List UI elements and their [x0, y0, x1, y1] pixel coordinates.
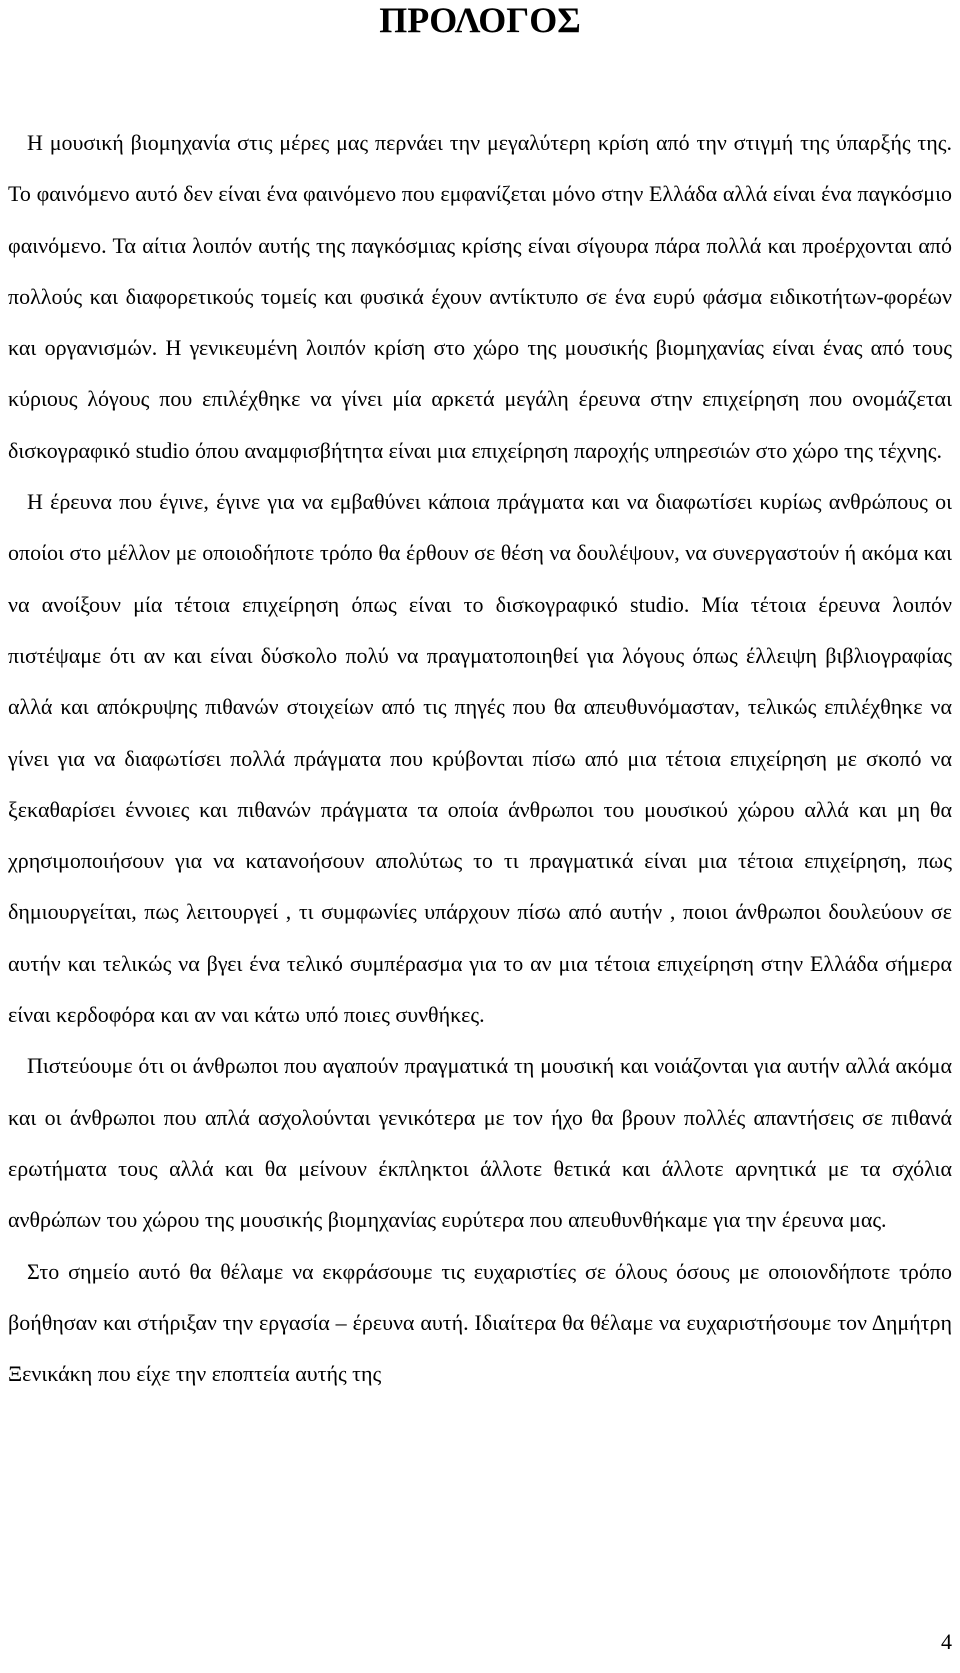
page-title: ΠΡΟΛΟΓΟΣ — [379, 0, 581, 40]
page-number: 4 — [941, 1629, 952, 1654]
paragraph-research: Η έρευνα που έγινε, έγινε για να εμβαθύνει κάποια πράγματα και να διαφωτίσει κυρίως ανθρώπους οι οποίοι στο μέλλον με οποιοδήποτε τρόπο θα έρθουν σε θέση να δουλέψουν, να συνεργαστούν ή ακόμα και να ανοίξουν μία τέτοια επιχείρηση όπως είναι το δισκογραφικό studio. Μία τέτοια έρευνα λοιπόν πιστέψαμε ότι αν και είναι δύσκολο πολύ να πραγματοποιηθεί για λόγους όπως έλλειψη βιβλιογραφίας αλλά και απόκρυψης πιθανών στοιχείων από τις πηγές που θα απευθυνόμασταν, τελικώς επιλέχθηκε να γίνει για να διαφωτίσει πολλά πράγματα που κρύβονται πίσω από μια τέτοια επιχείρηση με σκοπό να ξεκαθαρίσει έννοιες και πιθανών πράγματα τα οποία άνθρωποι του μουσικού χώρου αλλά και μη θα χρησιμοποιήσουν για να κατανοήσουν απολύτως το τι πραγματικά είναι μια τέτοια επιχείρηση, πως δημιουργείται, πως λειτουργεί , τι συμφωνίες υπάρχουν πίσω από αυτήν , ποιοι άνθρωποι δουλεύουν σε αυτήν και τελικώς να βγει ένα τελικό συμπέρασμα για το αν μια τέτοια επιχείρηση στην Ελλάδα σήμερα είναι κερδοφόρα και αν ναι κάτω υπό ποιες συνθήκες. — [8, 489, 952, 1028]
paragraph-beliefs: Πιστεύουμε ότι οι άνθρωποι που αγαπούν πραγματικά τη μουσική και νοιάζονται για αυτήν αλλά ακόμα και οι άνθρωποι που απλά ασχολούνται γενικότερα με τον ήχο θα βρουν πολλές απαντήσεις σε πιθανά ερωτήματα τους αλλά και θα μείνουν έκπληκτοι άλλοτε θετικά και άλλοτε αρνητικά με τα σχόλια ανθρώπων του χώρου της μουσικής βιομηχανίας ευρύτερα που απευθυνθήκαμε για την έρευνα μας. — [8, 1053, 952, 1233]
document-body — [8, 117, 952, 1399]
paragraph-intro: Η μουσική βιομηχανία στις μέρες μας περνάει την μεγαλύτερη κρίση από την στιγμή της ύπαρξής της. Το φαινόμενο αυτό δεν είναι ένα φαινόμενο που εμφανίζεται μόνο στην Ελλάδα αλλά είναι ένα παγκόσμιο φαινόμενο. Τα αίτια λοιπόν αυτής της παγκόσμιας κρίσης είναι σίγουρα πάρα πολλά και προέρχονται από πολλούς και διαφορετικούς τομείς και φυσικά έχουν αντίκτυπο σε ένα ευρύ φάσμα ειδικοτήτων-φορέων και οργανισμών. Η γενικευμένη λοιπόν κρίση στο χώρο της μουσικής βιομηχανίας είναι ένας από τους κύριους λόγους που επιλέχθηκε να γίνει μία αρκετά μεγάλη έρευνα στην επιχείρηση που ονομάζεται δισκογραφικό studio όπου αναμφισβήτητα είναι μια επιχείρηση παροχής υπηρεσιών στο χώρο της τέχνης. — [8, 130, 952, 463]
paragraph-acknowledgements: Στο σημείο αυτό θα θέλαμε να εκφράσουμε τις ευχαριστίες σε όλους όσους με οποιονδήποτε τρόπο βοήθησαν και στήριξαν την εργασία – έρευνα αυτή. Ιδιαίτερα θα θέλαμε να ευχαριστήσουμε τον Δημήτρη Ξενικάκη που είχε την εποπτεία αυτής της — [8, 1258, 952, 1387]
